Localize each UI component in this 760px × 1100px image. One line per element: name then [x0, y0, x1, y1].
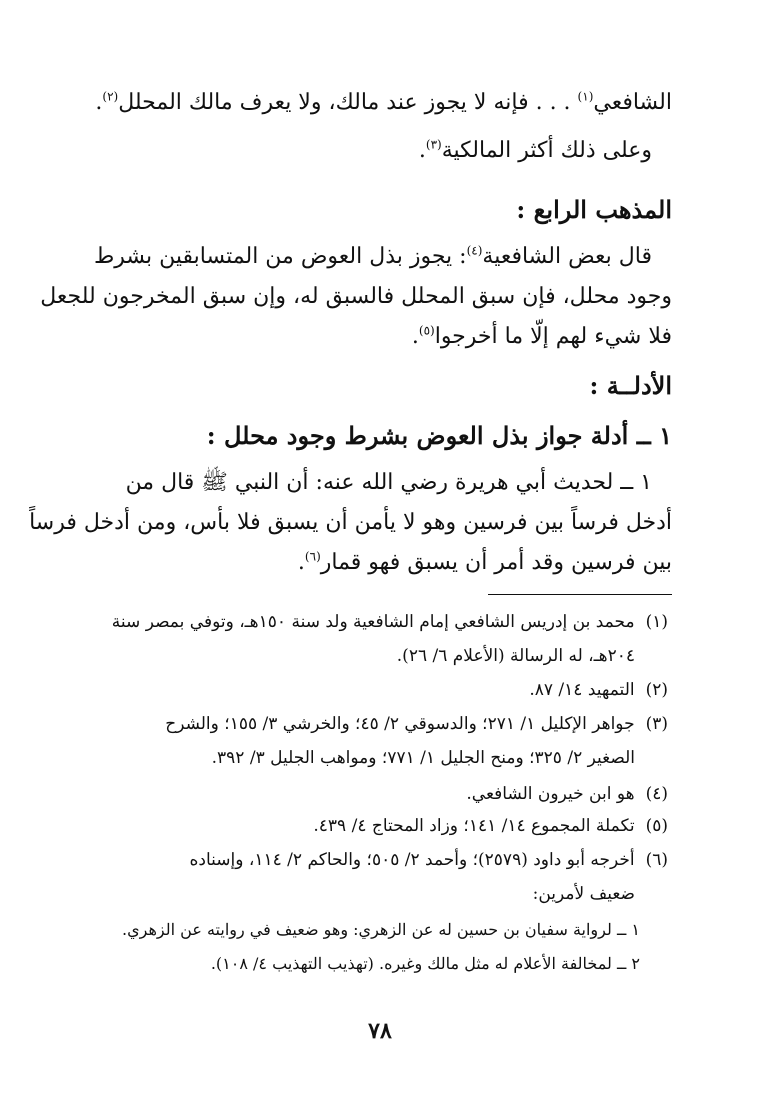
footnote-text: محمد بن إدريس الشافعي إمام الشافعية ولد سنة ١٥٠هـ، وتوفي بمصر سنة — [111, 612, 635, 632]
body-text: . . . فإنه لا يجوز عند مالك، ولا يعرف مالك المحلل — [118, 90, 578, 115]
footnote-number: (٤) — [645, 784, 668, 804]
body-line: ١ ــ لحديث أبي هريرة رضي الله عنه: أن النبي ﷺ قال من — [125, 470, 652, 495]
body-line — [77, 138, 652, 164]
footnote-text: هو ابن خيرون الشافعي. — [466, 784, 635, 804]
page-number: ٧٨ — [368, 1018, 392, 1044]
footnote-number: (١) — [645, 612, 668, 632]
footnote-number: (٦) — [645, 850, 668, 870]
footnote-3 — [73, 714, 668, 734]
footnote-5 — [73, 816, 668, 836]
footnote-text: التمهيد ١٤/ ٨٧. — [529, 680, 635, 700]
footnote-1 — [73, 612, 668, 632]
footnote-6-cont: ضعيف لأمرين: — [532, 884, 635, 904]
body-line — [77, 90, 672, 116]
footnote-text: جواهر الإكليل ١/ ٢٧١؛ والدسوقي ٢/ ٤٥؛ والخرشي ٣/ ١٥٥؛ والشرح — [165, 714, 635, 734]
body-text: . — [411, 324, 419, 349]
body-text: : يجوز بذل العوض من المتسابقين بشرط — [93, 244, 467, 269]
body-text: بين فرسين وقد أمر أن يسبق فهو قمار — [320, 550, 672, 575]
footnote-ref: (٥) — [418, 323, 435, 338]
body-text: . — [297, 550, 305, 575]
footnote-divider — [488, 594, 672, 595]
footnote-ref: (٦) — [304, 549, 321, 564]
body-text: قال بعض الشافعية — [482, 244, 652, 269]
footnote-ref: (١) — [577, 89, 594, 104]
footnote-text: تكملة المجموع ١٤/ ١٤١؛ وزاد المحتاج ٤/ ٤٣٩. — [313, 816, 635, 836]
body-text: . — [95, 90, 103, 115]
body-text: فلا شيء لهم إلّا ما أخرجوا — [434, 324, 672, 349]
footnote-number: (٣) — [645, 714, 668, 734]
subsection-heading: ١ ــ أدلة جواز بذل العوض بشرط وجود محلل : — [206, 421, 672, 450]
body-line: أدخل فرساً بين فرسين وهو لا يأمن أن يسبق فلا بأس، ومن أدخل فرساً — [29, 510, 672, 535]
footnote-6-item-2: ٢ ــ لمخالفة الأعلام له مثل مالك وغيره. (تهذيب التهذيب ٤/ ١٠٨). — [210, 954, 640, 973]
footnote-1-cont: ٢٠٤هـ، له الرسالة (الأعلام ٦/ ٢٦). — [396, 646, 635, 666]
body-line — [77, 550, 672, 576]
body-line — [77, 324, 672, 350]
footnote-2 — [73, 680, 668, 700]
footnote-ref: (٢) — [102, 89, 119, 104]
footnote-ref: (٣) — [425, 137, 442, 152]
footnote-text: أخرجه أبو داود (٢٥٧٩)؛ وأحمد ٢/ ٥٠٥؛ والحاكم ٢/ ١١٤، وإسناده — [189, 850, 635, 870]
body-text: الشافعي — [593, 90, 672, 115]
section-heading: الأدلــة : — [589, 371, 672, 400]
footnote-4 — [73, 784, 668, 804]
footnote-ref: (٤) — [466, 243, 483, 258]
body-line — [77, 244, 652, 270]
body-text: وعلى ذلك أكثر المالكية — [441, 138, 652, 163]
footnote-3-cont: الصغير ٢/ ٣٢٥؛ ومنح الجليل ١/ ٧٧١؛ ومواهب الجليل ٣/ ٣٩٢. — [211, 748, 635, 768]
footnote-6 — [73, 850, 668, 870]
footnote-number: (٥) — [645, 816, 668, 836]
section-heading: المذهب الرابع : — [516, 195, 672, 224]
footnote-6-item-1: ١ ــ لرواية سفيان بن حسين له عن الزهري: وهو ضعيف في روايته عن الزهري. — [122, 920, 640, 939]
footnote-number: (٢) — [645, 680, 668, 700]
body-line: وجود محلل، فإن سبق المحلل فالسبق له، وإن سبق المخرجون للجعل — [40, 284, 672, 309]
body-text: . — [418, 138, 426, 163]
